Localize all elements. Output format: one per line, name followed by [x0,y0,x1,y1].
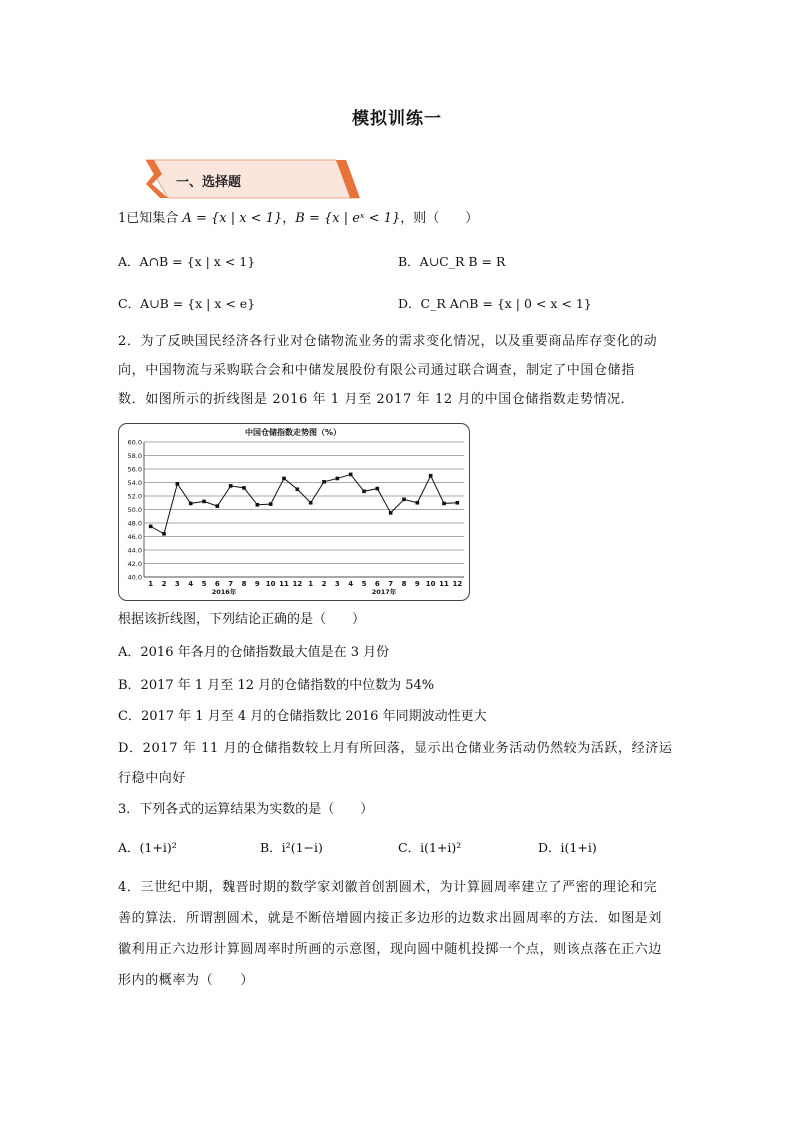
data-point [456,501,460,505]
question-3-stem: 3．下列各式的运算结果为实数的是（ ） [118,802,374,817]
x-tick-label: 2 [161,580,167,588]
chart-title: 中国仓储指数走势图（%） [244,428,341,437]
x-tick-label: 12 [292,580,303,588]
data-point [362,489,366,493]
x-tick-label: 11 [439,580,449,588]
x-group-label: 2016年 [211,588,237,596]
y-tick-label: 46.0 [127,533,142,541]
y-tick-label: 58.0 [127,452,142,460]
data-point [176,482,180,486]
x-tick-label: 11 [279,580,289,588]
data-point [309,501,313,505]
page-title: 模拟训练一 [352,109,442,129]
data-point [282,477,286,481]
x-tick-label: 4 [348,580,354,588]
question-2-stem: 2．为了反映国民经济各行业对仓储物流业务的需求变化情况，以及重要商品库存变化的动 向，中国物流与采购联合会和中储发展股份有限公司通过联合调查，制定了中国仓储指 数．如图所示的折线图是 2016 年 1 月至 2017 年 12 月的中国仓储指数走势情况． [118,334,658,407]
y-tick-label: 50.0 [127,506,142,514]
question-2-option-d: D．2017 年 11 月的仓储指数较上月有所回落，显示出仓储业务活动仍然较为活跃，经济运 行稳中向好 [118,741,673,786]
series-line [151,474,458,533]
data-point [442,502,446,506]
data-point [162,532,166,536]
x-tick-label: 9 [414,580,420,588]
data-point [242,486,246,490]
x-tick-label: 8 [401,580,407,588]
question-3-option-c: C．i(1+i)² [398,840,462,855]
x-tick-label: 3 [174,580,180,588]
data-point [189,502,193,506]
x-tick-label: 5 [361,580,367,588]
question-1-option-c: C．A∪B = {x | x < e} [118,296,256,311]
x-tick-label: 2 [321,580,327,588]
data-point [376,487,380,491]
data-point [216,504,220,508]
data-point [229,484,233,488]
data-point [429,474,433,478]
question-1-option-a: A．A∩B = {x | x < 1} [118,254,256,269]
x-tick-label: 12 [452,580,463,588]
x-tick-label: 4 [188,580,194,588]
data-point [349,473,353,477]
x-tick-label: 3 [334,580,340,588]
x-tick-label: 6 [374,580,380,588]
question-1-option-b: B．A∪C_R B = R [398,254,506,269]
y-tick-label: 40.0 [127,573,142,582]
question-3-option-b: B．i²(1−i) [260,840,323,855]
question-4-stem: 4．三世纪中期，魏晋时期的数学家刘徽首创割圆术，为计算圆周率建立了严密的理论和完 善的算法．所谓割圆术，就是不断倍增圆内接正多边形的边数求出圆周率的方法．如图是刘 徽利用正六边形计算圆周率时所画的示意图，现向圆中随机投掷一个点，则该点落在正六边 形内的概率为（ ） [118,880,663,988]
question-3-option-d: D．i(1+i) [538,840,597,855]
data-point [202,500,206,504]
data-point [389,511,393,515]
data-point [256,503,260,507]
data-point [322,480,326,484]
x-tick-label: 8 [241,580,247,588]
question-2-option-c: C．2017 年 1 月至 4 月的仓储指数比 2016 年同期波动性更大 [118,709,487,724]
question-2-prompt: 根据该折线图，下列结论正确的是（ ） [118,612,366,627]
x-tick-label: 1 [308,580,314,588]
x-tick-label: 6 [214,580,220,588]
data-point [416,501,420,505]
x-tick-label: 5 [201,580,207,588]
y-tick-label: 52.0 [127,492,142,501]
x-tick-label: 7 [228,580,234,588]
question-1-option-d: D．C_R A∩B = {x | 0 < x < 1} [398,296,592,311]
y-tick-label: 56.0 [127,465,142,474]
data-point [296,487,300,491]
x-tick-label: 9 [254,580,260,588]
section-heading: 一、选择题 [176,175,242,190]
x-tick-label: 10 [265,580,276,588]
y-tick-label: 42.0 [127,560,142,568]
section-banner [140,158,360,200]
y-tick-label: 48.0 [127,519,142,528]
question-2-option-b: B．2017 年 1 月至 12 月的仓储指数的中位数为 54% [118,678,435,693]
data-point [269,502,273,506]
question-1-stem: 1已知集合 A = {x | x < 1}，B = {x | eˣ < 1}，则（ ） [118,211,479,226]
question-3-option-a: A．(1+i)² [118,840,177,855]
data-point [336,477,340,481]
x-tick-label: 7 [388,580,394,588]
data-point [149,525,153,529]
y-tick-label: 44.0 [127,546,142,555]
data-point [402,498,406,502]
x-tick-label: 1 [148,580,154,588]
storage-index-line-chart [118,423,470,601]
y-tick-label: 60.0 [127,438,142,447]
x-group-label: 2017年 [371,588,397,596]
question-2-option-a: A．2016 年各月的仓储指数最大值是在 3 月份 [118,645,390,660]
x-tick-label: 10 [425,580,436,588]
y-tick-label: 54.0 [127,479,142,487]
